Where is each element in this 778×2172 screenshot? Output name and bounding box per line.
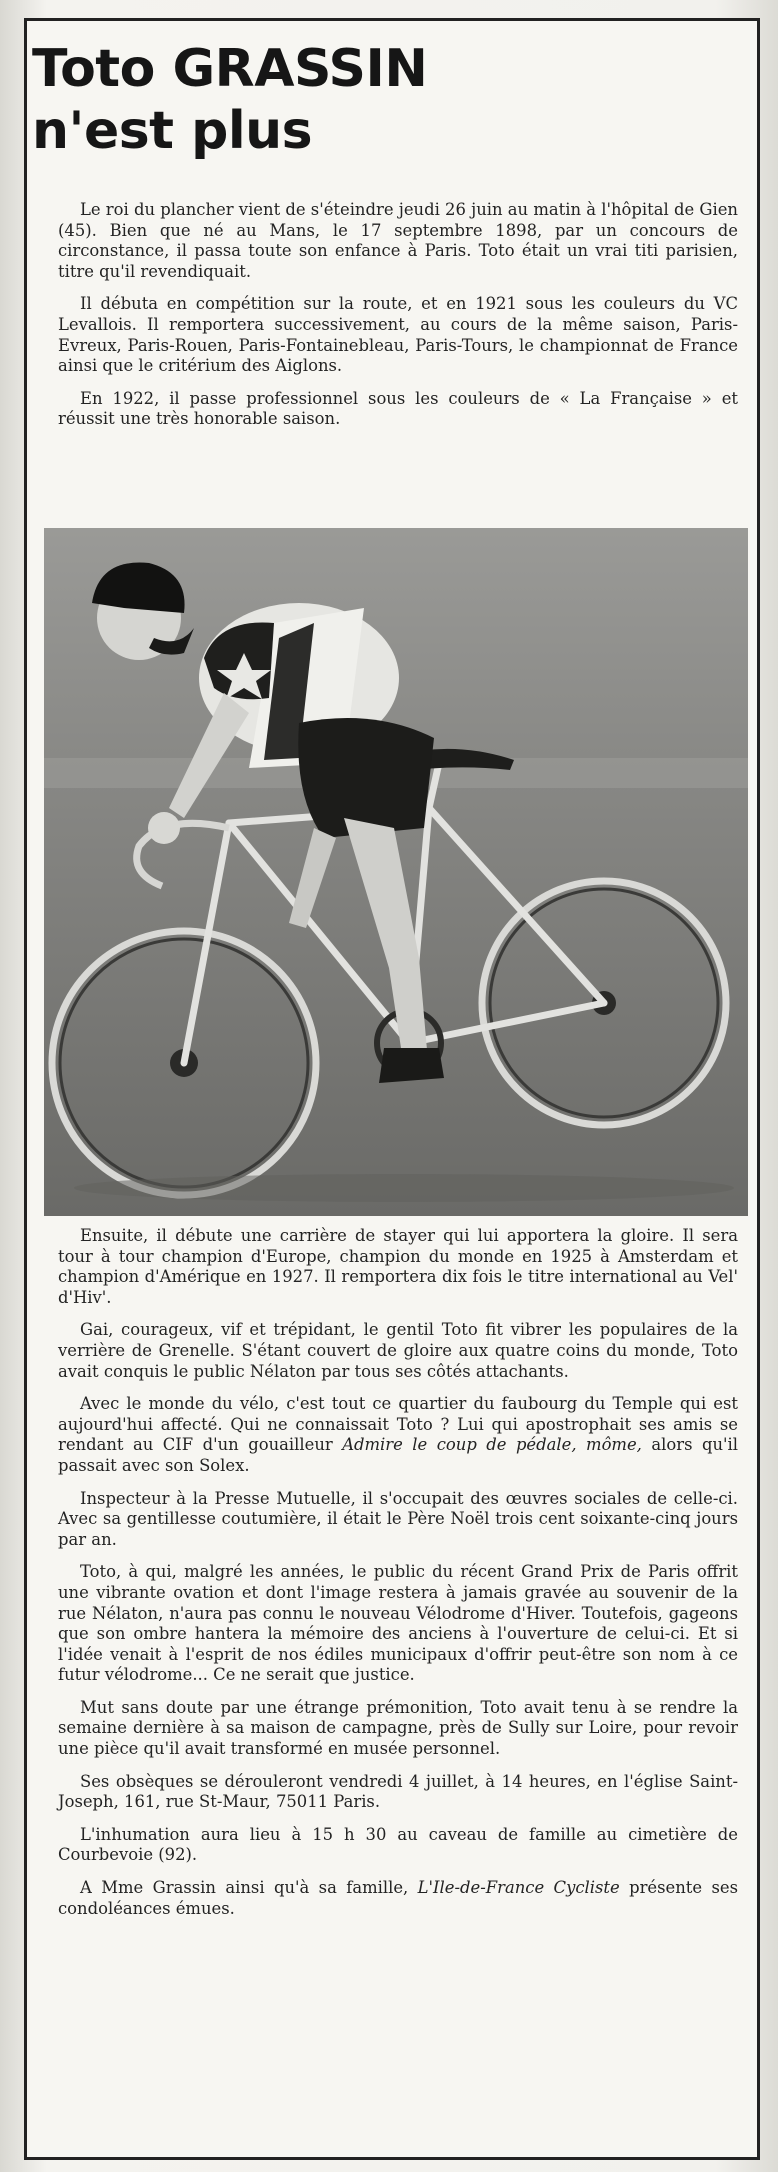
closing-text-a: A Mme Grassin ainsi qu'à sa famille, — [80, 1878, 418, 1898]
paragraph: En 1922, il passe professionnel sous les couleurs de « La Française » et réussit une très honorable saison. — [58, 388, 738, 429]
velo-text-b: alors qu'il passait avec son Solex. — [58, 1435, 738, 1475]
cyclist-photo — [44, 528, 748, 1216]
closing-text-b: présente ses condoléances émues. — [58, 1878, 738, 1918]
paragraph-velo — [58, 1394, 738, 1476]
paragraph: Ses obsèques se dérouleront vendredi 4 juillet, à 14 heures, en l'église Saint-Joseph, 161, rue St-Maur, 75011 Paris. — [58, 1771, 738, 1812]
title-line-1: Toto GRASSIN — [32, 39, 428, 99]
velo-text-a: Avec le monde du vélo, c'est tout ce quartier du faubourg du Temple qui est aujourd'hui affecté. Qui ne connaissait Toto ? Lui qui apostrophait ses amis se rendant au CIF d'un gouailleur — [58, 1394, 738, 1455]
paragraph: Le roi du plancher vient de s'éteindre jeudi 26 juin au matin à l'hôpital de Gien (45). Bien que né au Mans, le 17 septembre 1898, par un concours de circonstance, il passa toute son enfance à Paris. Toto était un vrai titi parisien, titre qu'il revendiquait. — [58, 200, 738, 281]
closing-paragraph — [58, 1878, 738, 1919]
paragraph: Il débuta en compétition sur la route, et en 1921 sous les couleurs du VC Levallois. Il remportera successivement, au cours de la même saison, Paris-Evreux, Paris-Rouen, Paris-Fontainebleau, Paris-Tours, le championnat de France ainsi que le critérium des Aiglons. — [58, 294, 738, 376]
paragraph: L'inhumation aura lieu à 15 h 30 au caveau de famille au cimetière de Courbevoie (92). — [58, 1824, 738, 1865]
paragraph: Gai, courageux, vif et trépidant, le gentil Toto fit vibrer les populaires de la verrière de Grenelle. S'étant couvert de gloire aux quatre coins du monde, Toto avait conquis le public Nélaton par tous ses côtés attachants. — [58, 1320, 738, 1381]
cyclist-illustration — [44, 528, 748, 1216]
article-intro — [58, 200, 738, 442]
article-title — [32, 38, 722, 162]
article-body — [58, 1226, 738, 1931]
paragraph: Toto, à qui, malgré les années, le public du récent Grand Prix de Paris offrit une vibrante ovation et dont l'image restera à jamais gravée au souvenir de la rue Nélaton, n'aura pas connu le nouveau Vélodrome d'Hiver. Toutefois, gageons que son ombre hantera la mémoire des anciens à l'ouverture de celui-ci. Et si l'idée venait à l'esprit de nos édiles municipaux d'offrir peut-être son nom à ce futur vélodrome... Ce ne serait que justice. — [58, 1562, 738, 1685]
paragraph: Ensuite, il débute une carrière de stayer qui lui apportera la gloire. Il sera tour à tour champion d'Europe, champion du monde en 1925 à Amsterdam et champion d'Amérique en 1927. Il remportera dix fois le titre international au Vel' d'Hiv'. — [58, 1226, 738, 1307]
velo-quote: Admire le coup de pédale, môme, — [342, 1435, 642, 1455]
paragraph: Mut sans doute par une étrange prémonition, Toto avait tenu à se rendre la semaine dernière à sa maison de campagne, près de Sully sur Loire, pour revoir une pièce qu'il avait transformé en musée personnel. — [58, 1697, 738, 1759]
publication-name: L'Ile-de-France Cycliste — [417, 1878, 620, 1898]
title-line-2: n'est plus — [32, 101, 313, 161]
paragraph: Inspecteur à la Presse Mutuelle, il s'occupait des œuvres sociales de celle-ci. Avec sa gentillesse coutumière, il était le Père Noël trois cent soixante-cinq jours par an. — [58, 1488, 738, 1549]
